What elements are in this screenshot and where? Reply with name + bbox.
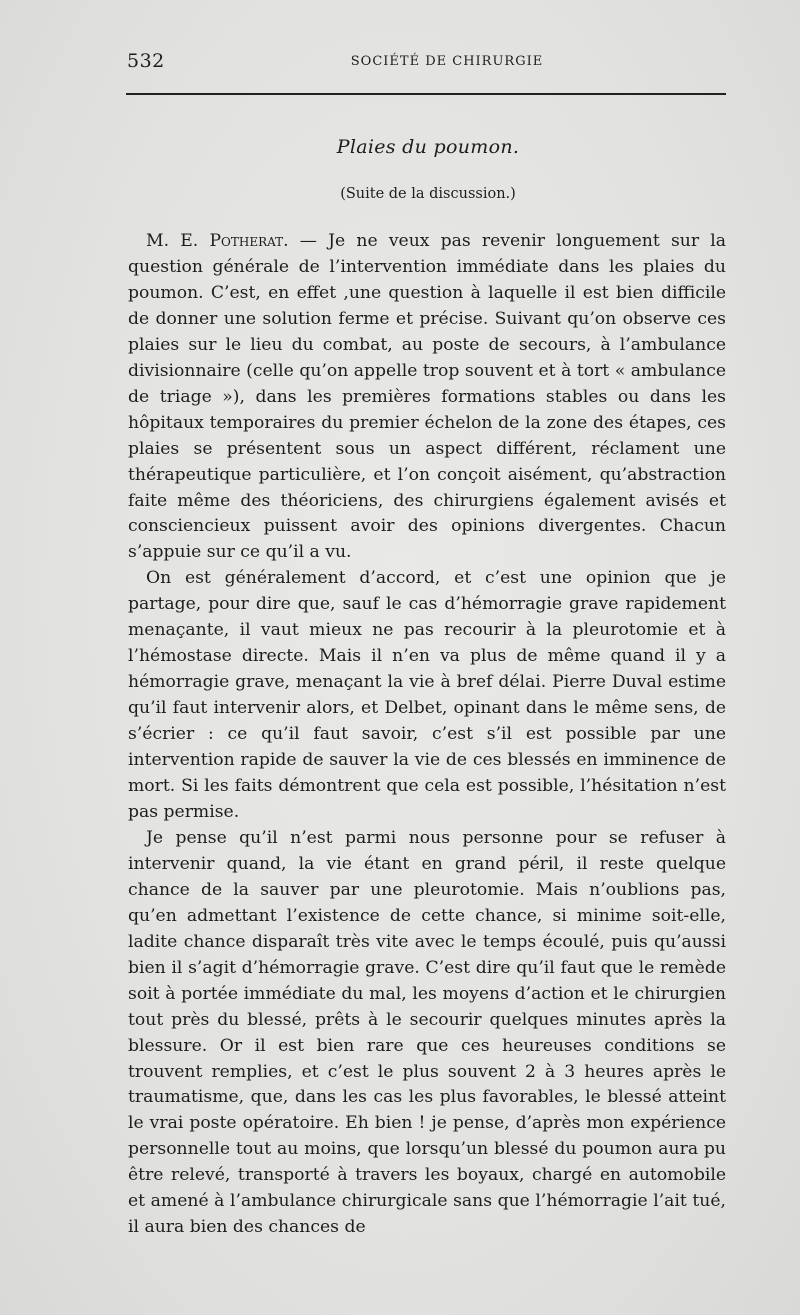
section-subtitle: (Suite de la discussion.) <box>340 186 516 202</box>
paragraph: Je pense qu’il n’est parmi nous personne pour se refuser à intervenir quand, la vie étant en grand péril, il reste quelque chance de la sauver par une pleurotomie. Mais n’oublions pas, qu’en admettant l’existence de cette chance, si minime soit-elle, ladite chance disparaît très vite avec le temps écoulé, puis qu’aussi bien il s’agit d’hémorragie grave. C’est dire qu’il faut que le remède soit à portée immédiate du mal, les moyens d’action et le chirurgien tout près du blessé, prêts à le secourir quelques minutes après la blessure. Or il est bien rare que ces heureuses conditions se trouvent remplies, et c’est le plus souvent 2 à 3 heures après le traumatisme, que, dans les cas les plus favorables, le blessé atteint le vrai poste opératoire. Eh bien ! je pense, d’après mon expérience personnelle tout au moins, que lorsqu’un blessé du poumon aura pu être relevé, transporté à travers les boyaux, chargé en automobile et amené à l’ambulance chirurgicale sans que l’hémorragie l’ait tué, il aura bien des chances de <box>128 827 726 1238</box>
section-title: Plaies du poumon. <box>336 136 520 158</box>
journal-title: SOCIÉTÉ DE CHIRURGIE <box>350 54 544 69</box>
paragraph-text: — Je ne veux pas revenir longuement sur la question générale de l’intervention immédiate dans les plaies du poumon. C’est, en effet ,une question à laquelle il est bien difficile de donner une solution ferme et précise. Suivant qu’on observe ces plaies sur le lieu du combat, au poste de secours, à l’ambulance divisionnaire (celle qu’on appelle trop souvent et à tort « ambulance de triage »), dans les premières formations stables ou dans les hôpitaux temporaires du premier échelon de la zone des étapes, ces plaies se présentent sous un aspect différent, réclament une thérapeutique particulière, et l’on conçoit aisément, qu’abstraction faite même des théoriciens, des chirurgiens également avisés et consciencieux puissent avoir des opinions divergentes. Chacun s’appuie sur ce qu’il a vu. <box>128 231 726 563</box>
header-rule <box>126 93 726 95</box>
running-head <box>127 50 727 80</box>
speaker-name: M. E. Potherat. <box>146 231 289 251</box>
page-number: 532 <box>127 50 165 72</box>
body-text <box>128 229 726 1241</box>
paragraph: On est généralement d’accord, et c’est une opinion que je partage, pour dire que, sauf le cas d’hémorragie grave rapidement menaçante, il vaut mieux ne pas recourir à la pleurotomie et à l’hémostase directe. Mais il n’en va plus de même quand il y a hémorragie grave, menaçant la vie à bref délai. Pierre Duval estime qu’il faut intervenir alors, et Delbet, opinant dans le même sens, de s’écrier : ce qu’il faut savoir, c’est s’il est possible par une intervention rapide de sauver la vie de ces blessés en imminence de mort. Si les faits démontrent que cela est possible, l’hésitation n’est pas permise. <box>128 568 726 822</box>
paragraph <box>128 229 726 566</box>
